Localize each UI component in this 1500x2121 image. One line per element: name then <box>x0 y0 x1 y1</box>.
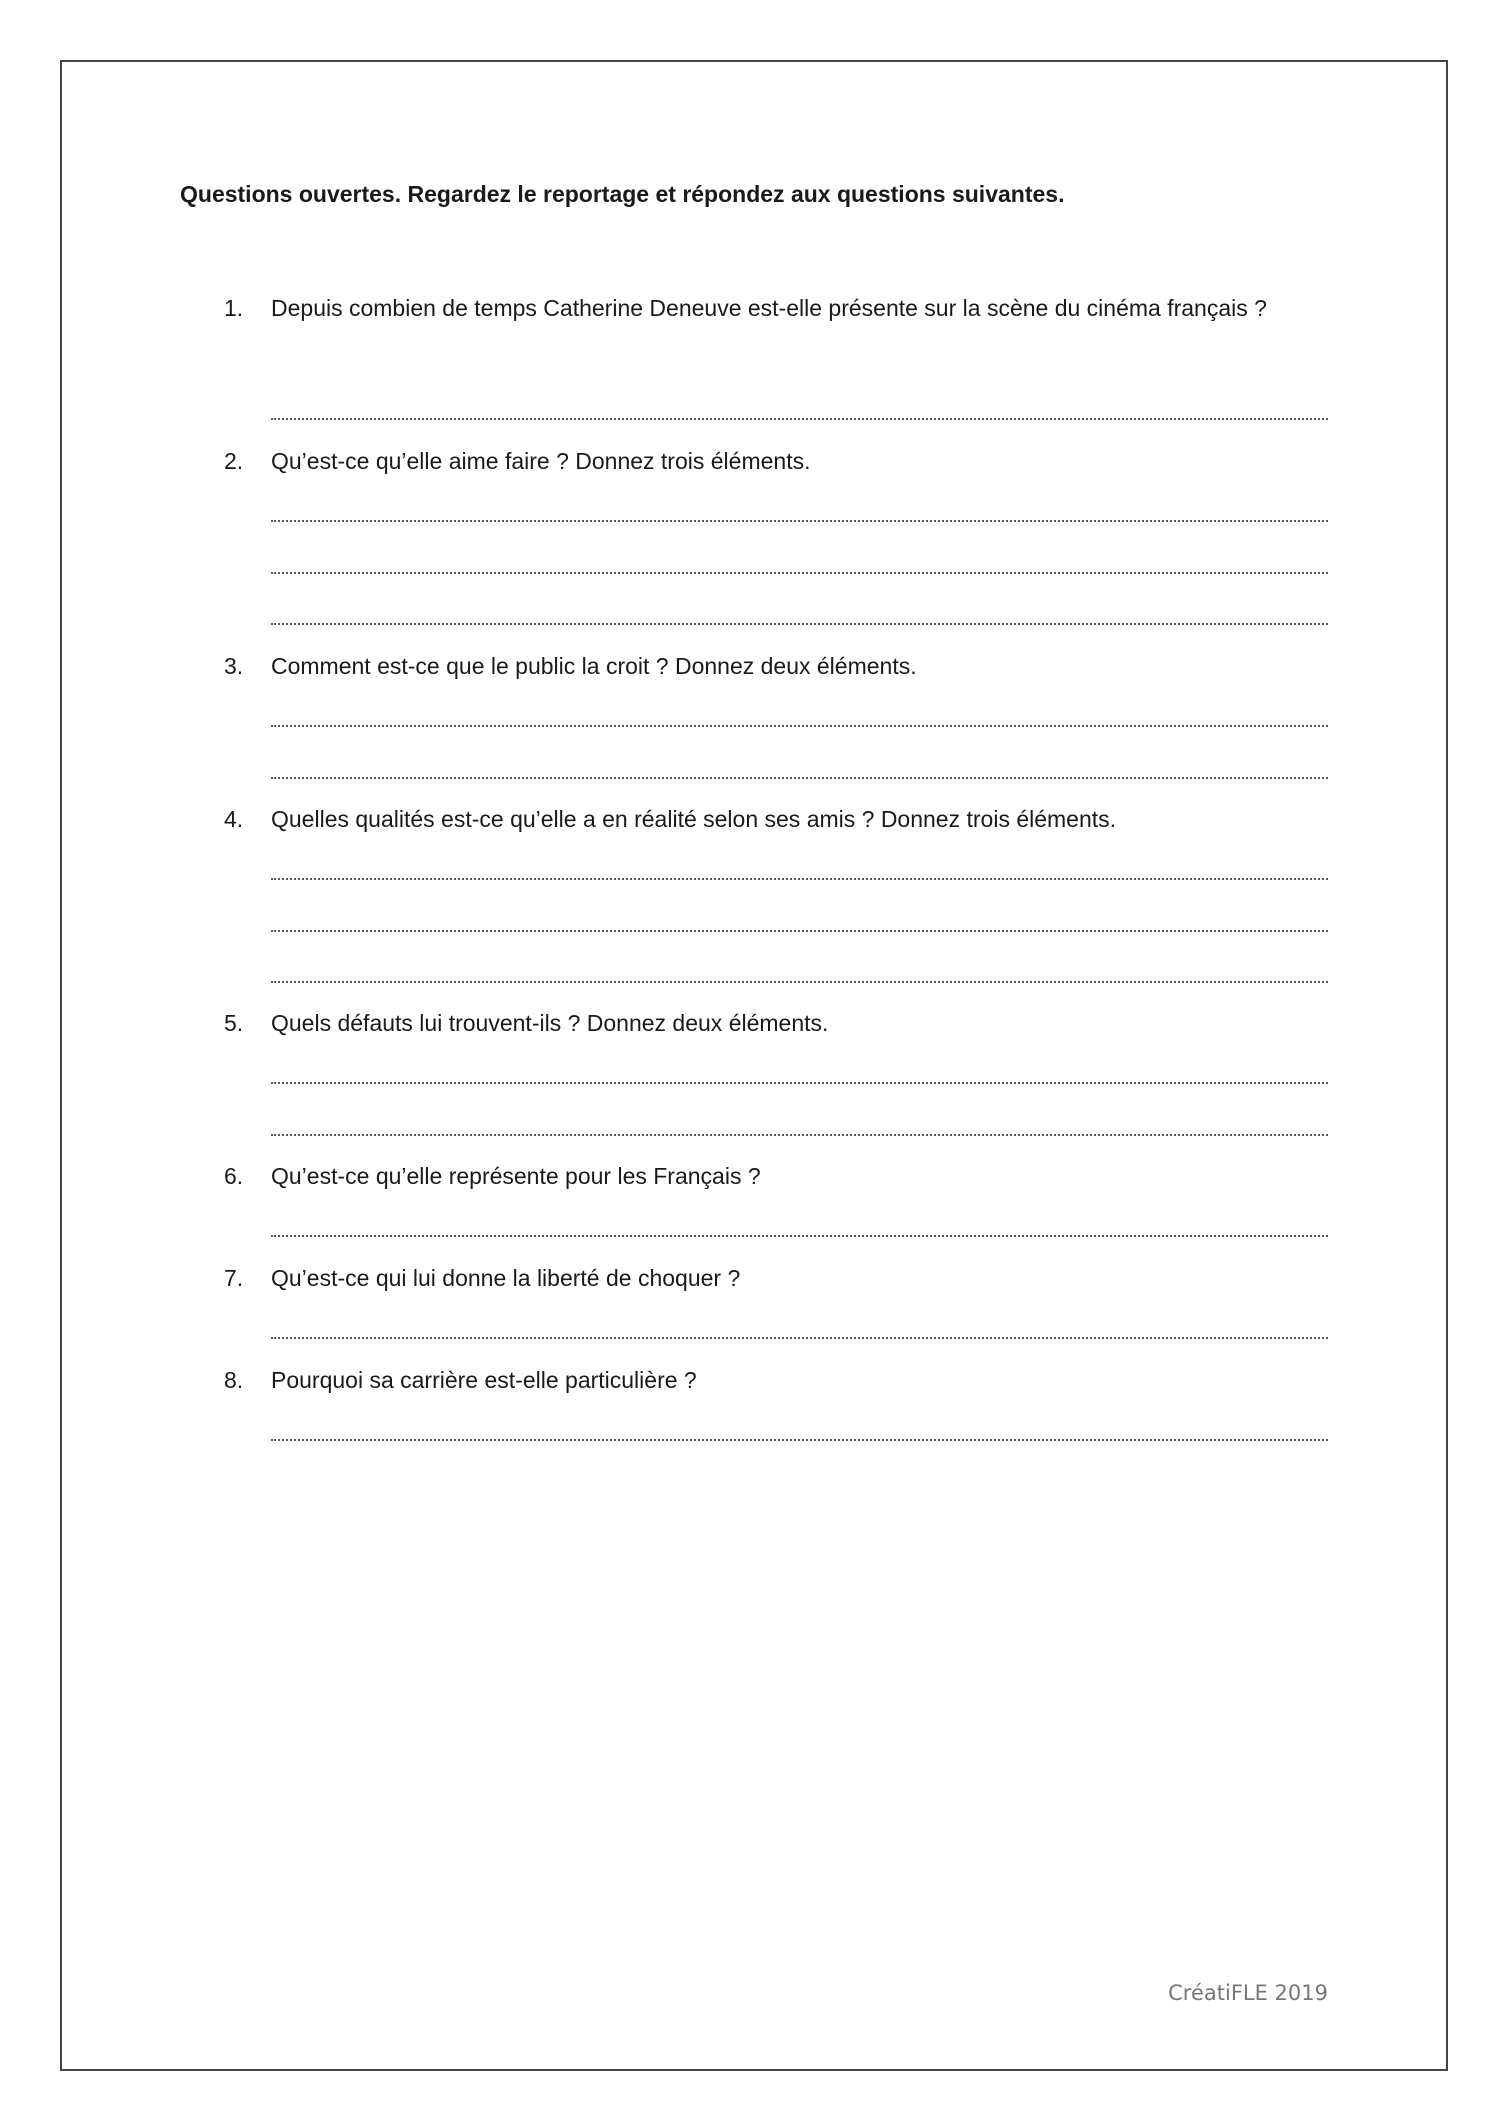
instruction-heading: Questions ouvertes. Regardez le reportage et répondez aux questions suivantes. <box>180 181 1065 207</box>
question-number: 2. <box>224 448 244 474</box>
answer-line[interactable] <box>271 878 1328 880</box>
answer-line[interactable] <box>271 1235 1328 1237</box>
question-text: Qu’est-ce qu’elle représente pour les Français ? <box>271 1163 761 1189</box>
question-text: Quelles qualités est-ce qu’elle a en réalité selon ses amis ? Donnez trois éléments. <box>271 806 1117 832</box>
answer-line[interactable] <box>271 930 1328 932</box>
question-number: 8. <box>224 1367 244 1393</box>
answer-line[interactable] <box>271 1337 1328 1339</box>
answer-line[interactable] <box>271 520 1328 522</box>
answer-line[interactable] <box>271 725 1328 727</box>
answer-line[interactable] <box>271 572 1328 574</box>
question-number: 3. <box>224 653 244 679</box>
footer-credit: CréatiFLE 2019 <box>1168 1981 1328 2005</box>
answer-line[interactable] <box>271 1082 1328 1084</box>
question-number: 7. <box>224 1265 244 1291</box>
answer-line[interactable] <box>271 1134 1328 1136</box>
question-number: 6. <box>224 1163 244 1189</box>
answer-line[interactable] <box>271 418 1328 420</box>
question-number: 4. <box>224 806 244 832</box>
question-text: Qu’est-ce qu’elle aime faire ? Donnez trois éléments. <box>271 448 811 474</box>
question-text: Pourquoi sa carrière est-elle particulière ? <box>271 1367 697 1393</box>
answer-line[interactable] <box>271 981 1328 983</box>
question-number: 1. <box>224 295 244 321</box>
question-text: Comment est-ce que le public la croit ? Donnez deux éléments. <box>271 653 917 679</box>
answer-line[interactable] <box>271 623 1328 625</box>
answer-line[interactable] <box>271 1439 1328 1441</box>
question-text: Qu’est-ce qui lui donne la liberté de choquer ? <box>271 1265 741 1291</box>
question-text: Depuis combien de temps Catherine Deneuve est-elle présente sur la scène du cinéma français ? <box>271 295 1267 321</box>
answer-line[interactable] <box>271 777 1328 779</box>
question-number: 5. <box>224 1010 244 1036</box>
page-frame <box>60 60 1448 2071</box>
question-text: Quels défauts lui trouvent-ils ? Donnez deux éléments. <box>271 1010 829 1036</box>
